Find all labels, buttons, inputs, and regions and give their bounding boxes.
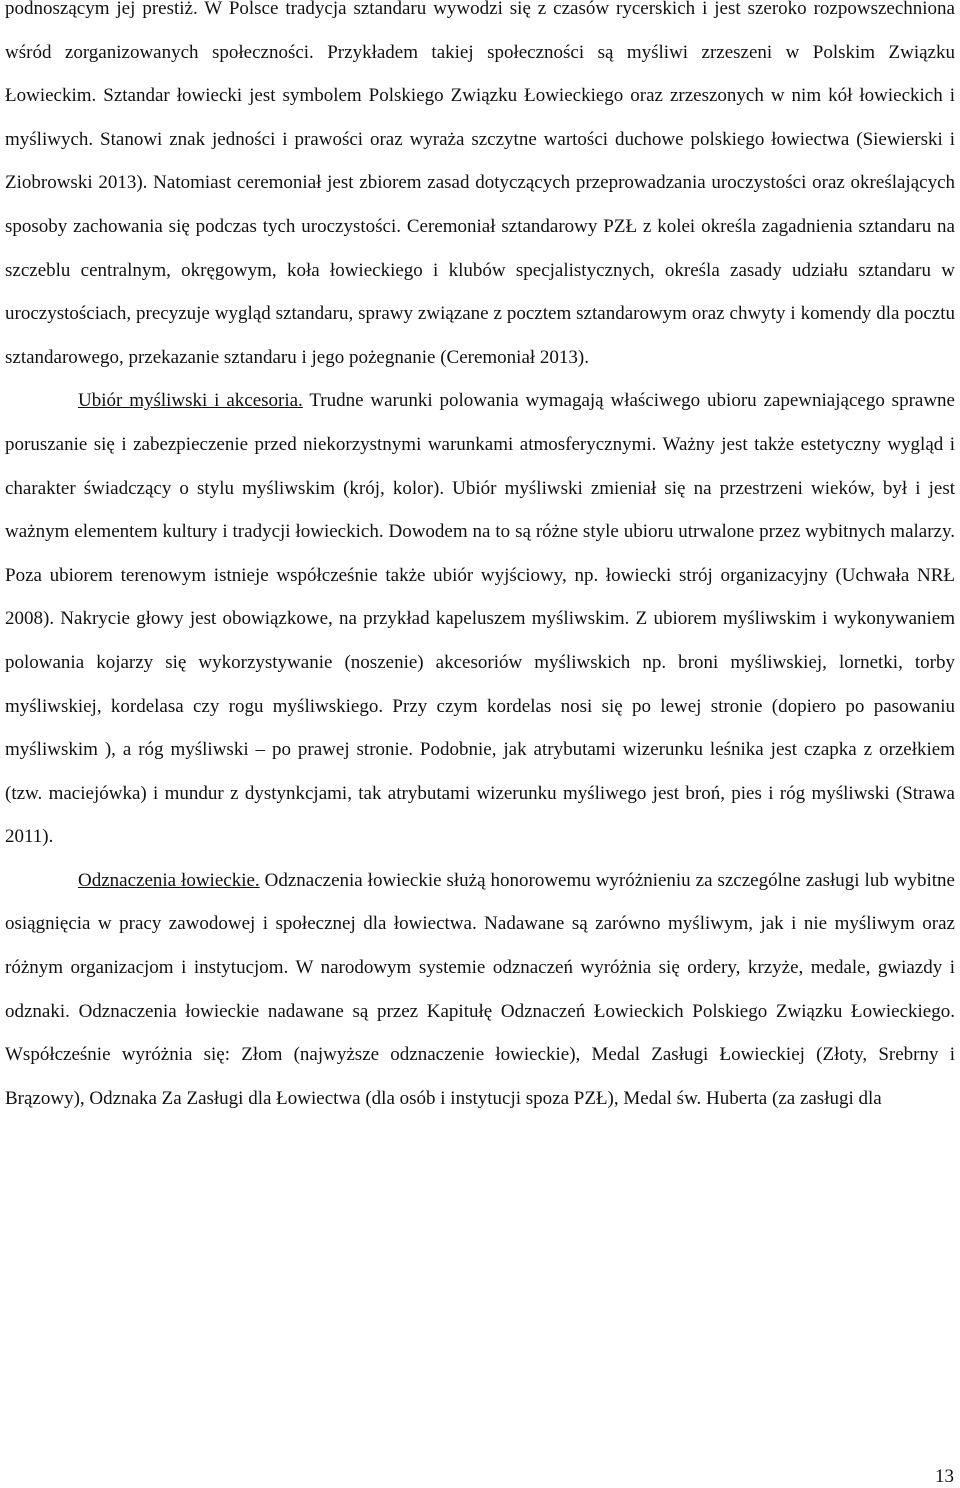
page-number: 13 bbox=[935, 1466, 954, 1487]
paragraph-odznaczenia bbox=[5, 859, 955, 1121]
paragraph-sztandar bbox=[5, 0, 955, 379]
paragraph-text: Trudne warunki polowania wymagają właściwego ubioru zapewniającego sprawne poruszanie się i zabezpieczenie przed niekorzystnymi warunkami atmosferycznymi. Ważny jest także estetyczny wygląd i charakter świadczący o stylu myśliwskim (krój, kolor). Ubiór myśliwski zmieniał się na przestrzeni wieków, był i jest ważnym elementem kultury i tradycji łowieckich. Dowodem na to są różne style ubioru utrwalone przez wybitnych malarzy. Poza ubiorem terenowym istnieje współcześnie także ubiór wyjściowy, np. łowiecki strój organizacyjny (Uchwała NRŁ 2008). Nakrycie głowy jest obowiązkowe, na przykład kapeluszem myśliwskim. Z ubiorem myśliwskim i wykonywaniem polowania kojarzy się wykorzystywanie (noszenie) akcesoriów myśliwskich np. broni myśliwskiej, lornetki, torby myśliwskiej, kordelasa czy rogu myśliwskiego. Przy czym kordelas nosi się po lewej stronie (dopiero po pasowaniu myśliwskim ), a róg myśliwski – po prawej stronie. Podobnie, jak atrybutami wizerunku leśnika jest czapka z orzełkiem (tzw. maciejówka) i mundur z dystynkcjami, tak atrybutami wizerunku myśliwego jest broń, pies i róg myśliwski (Strawa 2011). bbox=[5, 390, 955, 848]
document-page bbox=[5, 0, 955, 1120]
paragraph-text: Odznaczenia łowieckie służą honorowemu wyróżnieniu za szczególne zasługi lub wybitne osiągnięcia w pracy zawodowej i społecznej dla łowiectwa. Nadawane są zarówno myśliwym, jak i nie myśliwym oraz różnym organizacjom i instytucjom. W narodowym systemie odznaczeń wyróżnia się ordery, krzyże, medale, gwiazdy i odznaki. Odznaczenia łowieckie nadawane są przez Kapitułę Odznaczeń Łowieckich Polskiego Związku Łowieckiego. Współcześnie wyróżnia się: Złom (najwyższe odznaczenie łowieckie), Medal Zasługi Łowieckiej (Złoty, Srebrny i Brązowy), Odznaka Za Zasługi dla Łowiectwa (dla osób i instytucji spoza PZŁ), Medal św. Huberta (za zasługi dla bbox=[5, 869, 955, 1109]
paragraph-text: podnoszącym jej prestiż. W Polsce tradycja sztandaru wywodzi się z czasów rycerskich i jest szeroko rozpowszechniona wśród zorganizowanych społeczności. Przykładem takiej społeczności są myśliwi zrzeszeni w Polskim Związku Łowieckim. Sztandar łowiecki jest symbolem Polskiego Związku Łowieckiego oraz zrzeszonych w nim kół łowieckich i myśliwych. Stanowi znak jedności i prawości oraz wyraża szczytne wartości duchowe polskiego łowiectwa (Siewierski i Ziobrowski 2013). Natomiast ceremoniał jest zbiorem zasad dotyczących przeprowadzania uroczystości oraz określających sposoby zachowania się podczas tych uroczystości. Ceremoniał sztandarowy PZŁ z kolei określa zagadnienia sztandaru na szczeblu centralnym, okręgowym, koła łowieckiego i klubów specjalistycznych, określa zasady udziału sztandaru w uroczystościach, precyzuje wygląd sztandaru, sprawy związane z pocztem sztandarowym oraz chwyty i komendy dla pocztu sztandarowego, przekazanie sztandaru i jego pożegnanie (Ceremoniał 2013). bbox=[5, 0, 955, 368]
paragraph-ubior bbox=[5, 379, 955, 859]
section-heading-odznaczenia: Odznaczenia łowieckie. bbox=[78, 869, 260, 891]
section-heading-ubior: Ubiór myśliwski i akcesoria. bbox=[78, 390, 303, 412]
